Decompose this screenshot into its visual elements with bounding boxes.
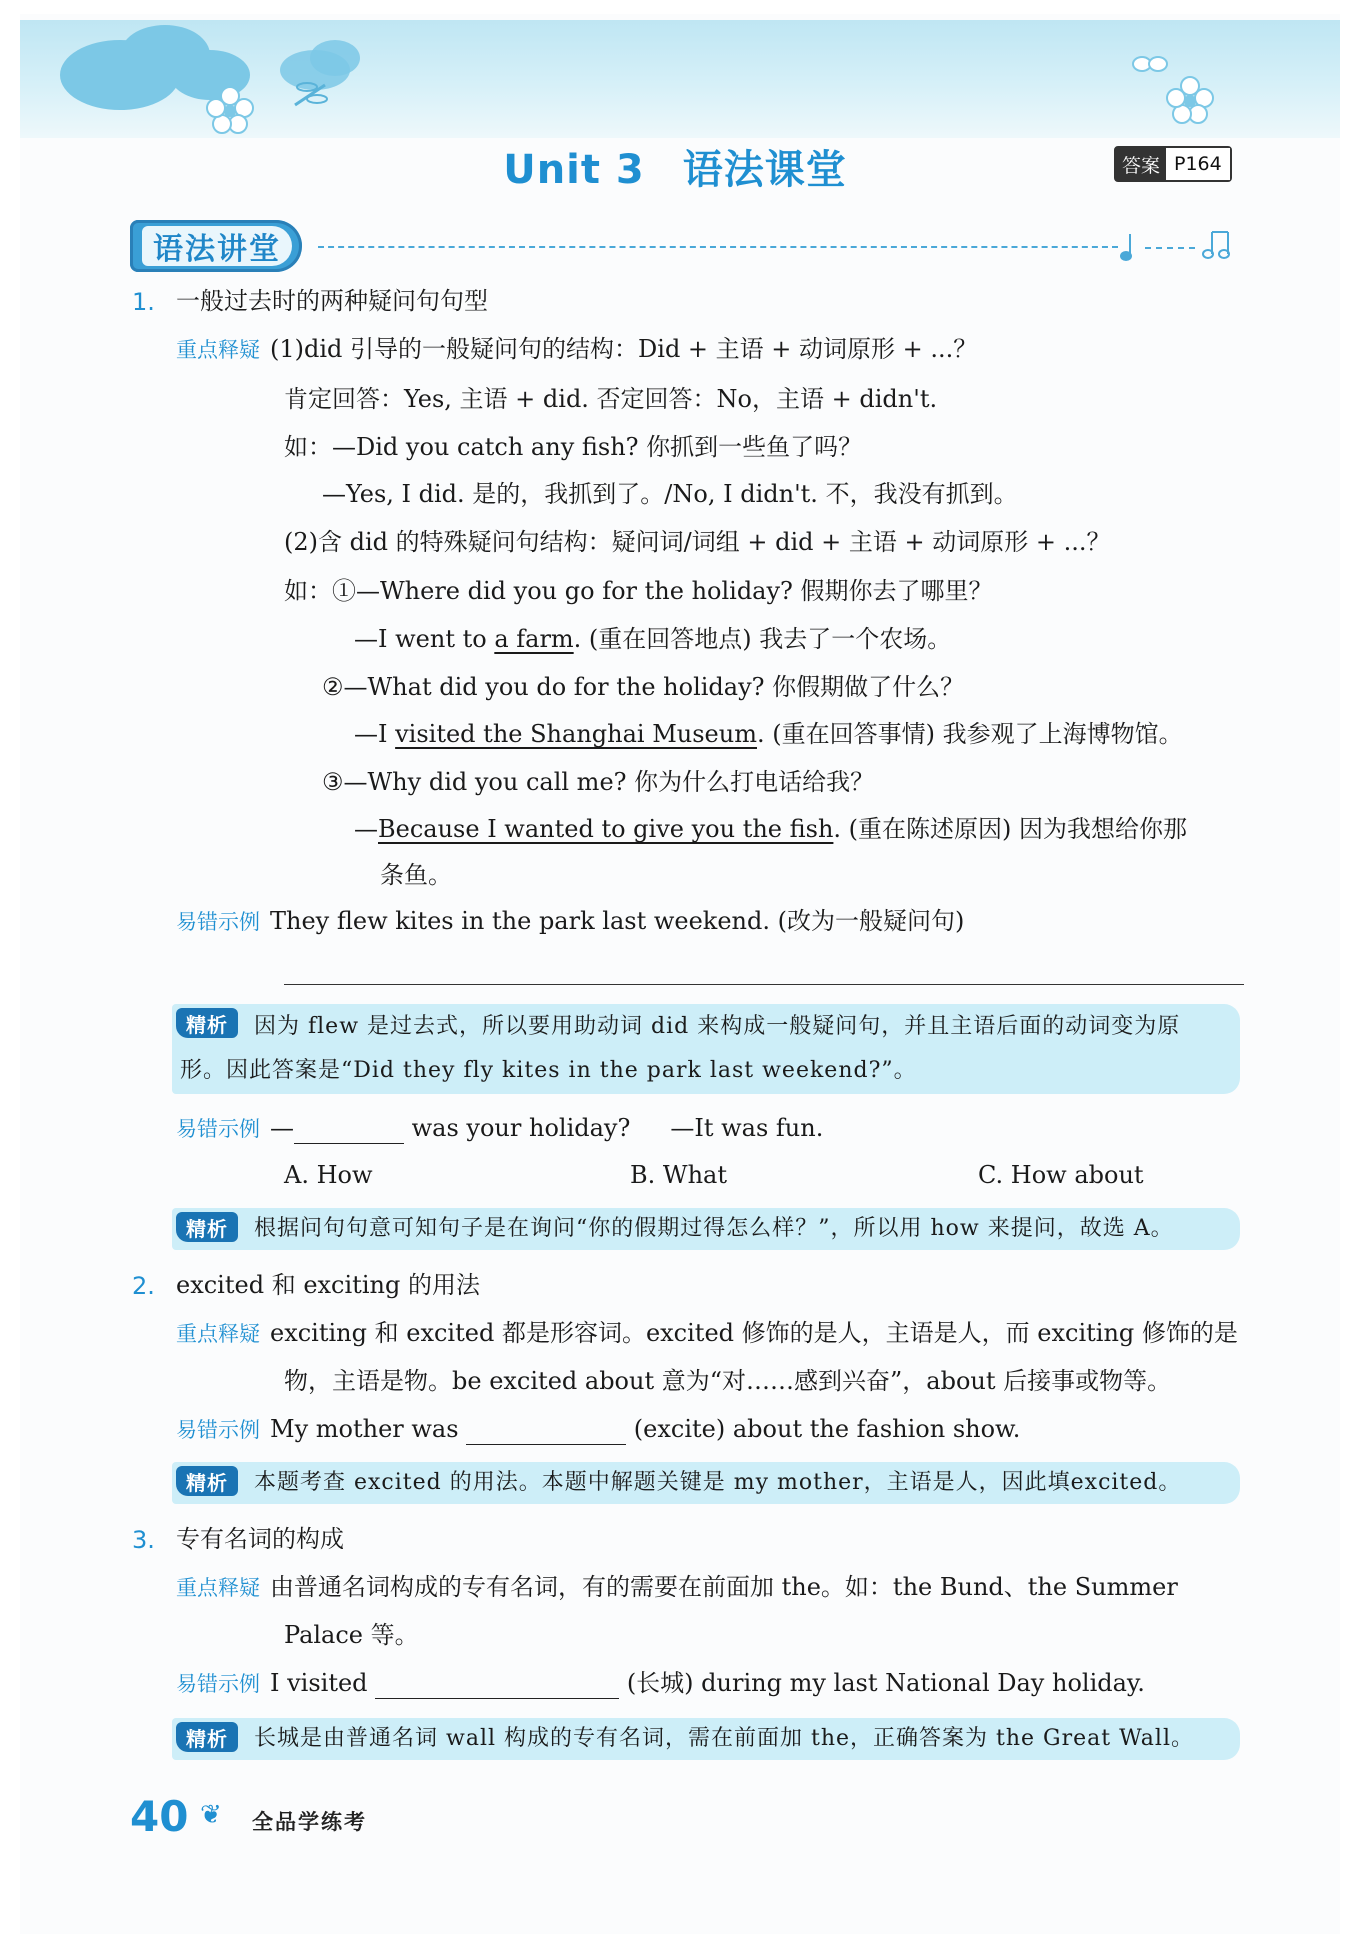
music-notes-icon (1120, 226, 1250, 266)
item-1-line-7: —I went to a farm. (重在回答地点) 我去了一个农场。 (354, 625, 952, 653)
item-1-line-10: ③—Why did you call me? 你为什么打电话给我？ (322, 768, 875, 796)
dragonfly-icon (285, 75, 335, 115)
item-2-heading: excited 和 exciting 的用法 (176, 1271, 480, 1299)
analysis-box-3: 精析 本题考查 excited 的用法。本题中解题关键是 my mother，主语是人，因此填excited。 (172, 1462, 1240, 1504)
brand-name: 全品学练考 (252, 1810, 367, 1834)
header-banner (20, 20, 1340, 138)
item-2-key-line: 重点释疑 exciting 和 excited 都是形容词。excited 修饰的是人，主语是人，而 exciting 修饰的是 (176, 1319, 1238, 1347)
butterfly-icon (1130, 50, 1170, 80)
answer-page-ref (1114, 146, 1232, 182)
item-3-error-example: 易错示例 I visited (长城) during my last National Day holiday. (176, 1669, 1145, 1697)
analysis-1-line-1: 因为 flew 是过去式，所以要用助动词 did 来构成一般疑问句，并且主语后面的动词变为原 (254, 1014, 1181, 1039)
item-1-line-9: —I visited the Shanghai Museum. (重在回答事情) 我参观了上海博物馆。 (354, 720, 1183, 748)
item-2-number: 2. (132, 1272, 155, 1300)
analysis-label: 精析 (176, 1008, 238, 1038)
item-1-heading: 一般过去时的两种疑问句句型 (176, 287, 488, 315)
item-1-line-12: 条鱼。 (380, 861, 452, 889)
analysis-box-4: 精析 长城是由普通名词 wall 构成的专有名词，需在前面加 the，正确答案为 the Great Wall。 (172, 1718, 1240, 1760)
analysis-box-2: 精析 根据问句句意可知句子是在询问“你的假期过得怎么样？”，所以用 how 来提问，故选 A。 (172, 1208, 1240, 1250)
title-unit: Unit 3 (503, 147, 645, 193)
analysis-2-text: 根据问句句意可知句子是在询问“你的假期过得怎么样？”，所以用 how 来提问，故选 A。 (254, 1216, 1174, 1241)
item-3-line-2: Palace 等。 (284, 1621, 419, 1649)
section-divider (318, 246, 1118, 248)
item-1-line-11: —Because I wanted to give you the fish. (重在陈述原因) 因为我想给你那 (354, 815, 1188, 843)
blank-input[interactable] (375, 1674, 619, 1699)
answer-page: P164 (1166, 148, 1230, 180)
title-topic: 语法课堂 (682, 147, 847, 193)
section-tag (130, 220, 302, 272)
key-point-tag: 重点释疑 (176, 338, 260, 362)
flower-icon (200, 80, 260, 138)
option-c[interactable]: C. How about (978, 1161, 1144, 1189)
analysis-box-1 (172, 1004, 1240, 1094)
item-3-heading: 专有名词的构成 (176, 1525, 344, 1553)
blank-input[interactable] (466, 1420, 626, 1445)
item-2-line-2: 物，主语是物。be excited about 意为“对……感到兴奋”，about 后接事或物等。 (284, 1367, 1172, 1395)
item-1-line-6: 如：①—Where did you go for the holiday? 假期你去了哪里？ (284, 577, 993, 605)
item-1-line-3: 如：—Did you catch any fish? 你抓到一些鱼了吗？ (284, 433, 863, 461)
analysis-3-text: 本题考查 excited 的用法。本题中解题关键是 my mother，主语是人，因此填excited。 (254, 1470, 1182, 1495)
leaf-icon: ❦ (200, 1800, 222, 1830)
item-1-line-5: (2)含 did 的特殊疑问句结构：疑问词/词组 + did + 主语 + 动词原形 + ...？ (284, 528, 1111, 556)
answer-line[interactable] (284, 984, 1244, 985)
item-1-error-example-2: 易错示例 — was your holiday? —It was fun. (176, 1114, 824, 1142)
option-a[interactable]: A. How (284, 1161, 373, 1189)
page-number: 40 (130, 1792, 189, 1841)
section-label: 语法讲堂 (142, 226, 292, 266)
item-1-line-8: ②—What did you do for the holiday? 你假期做了什么？ (322, 673, 965, 701)
item-3-number: 3. (132, 1526, 155, 1554)
item-1-number: 1. (132, 288, 155, 316)
item-1-line-2: 肯定回答：Yes, 主语 + did. 否定回答：No，主语 + didn't. (284, 385, 938, 413)
analysis-1-line-2: 形。因此答案是“Did they fly kites in the park last weekend?”。 (180, 1058, 917, 1083)
option-b[interactable]: B. What (630, 1161, 727, 1189)
error-tag: 易错示例 (176, 910, 260, 934)
item-1-error-example-1: 易错示例 They flew kites in the park last weekend. (改为一般疑问句) (176, 907, 965, 935)
answer-label: 答案 (1116, 148, 1166, 180)
blank-input[interactable] (294, 1119, 404, 1144)
item-2-error-example: 易错示例 My mother was (excite) about the fashion show. (176, 1415, 1021, 1443)
item-3-key-line: 重点释疑 由普通名词构成的专有名词，有的需要在前面加 the。如：the Bund、the Summer (176, 1573, 1178, 1601)
item-1-line-4: —Yes, I did. 是的，我抓到了。/No, I didn't. 不，我没有抓到。 (322, 480, 1018, 508)
item-1-key-line: 重点释疑 (1)did 引导的一般疑问句的结构：Did + 主语 + 动词原形 + ...？ (176, 335, 978, 363)
analysis-4-text: 长城是由普通名词 wall 构成的专有名词，需在前面加 the，正确答案为 the Great Wall。 (254, 1726, 1194, 1751)
